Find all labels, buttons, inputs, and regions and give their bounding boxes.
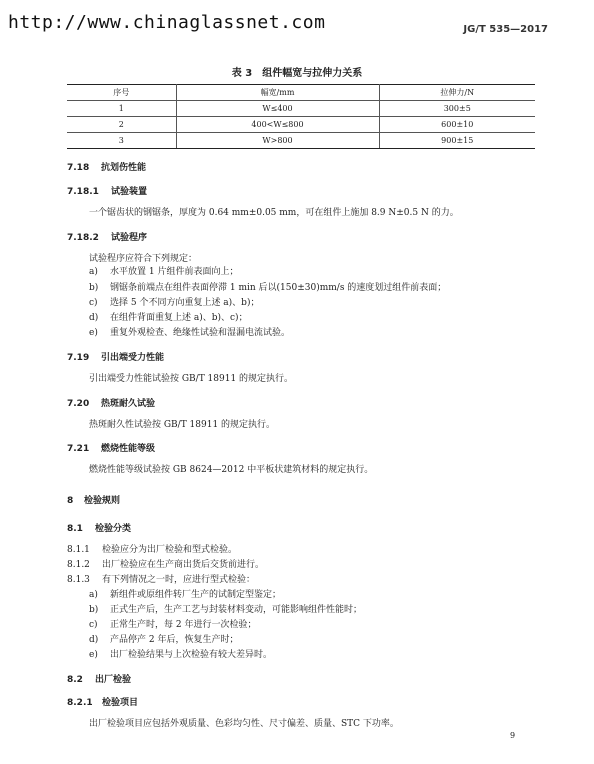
column-header-width: 幅宽/mm bbox=[176, 85, 379, 101]
cell-width: W≤400 bbox=[176, 101, 379, 117]
clause-8-1-1: 8.1.1 检验应分为出厂检验和型式检验。 bbox=[67, 545, 238, 555]
section-heading-8-1: 8.1 检验分类 bbox=[67, 524, 132, 534]
cell-seq: 2 bbox=[67, 117, 176, 133]
table-row bbox=[67, 117, 535, 133]
cell-force: 300±5 bbox=[379, 101, 535, 117]
table-row bbox=[67, 133, 535, 149]
table-3 bbox=[67, 84, 535, 149]
section-heading-7-20: 7.20 热斑耐久试验 bbox=[67, 399, 156, 409]
section-heading-8-2-1: 8.2.1 检验项目 bbox=[67, 698, 139, 708]
section-heading-7-18-2: 7.18.2 试验程序 bbox=[67, 233, 148, 243]
paragraph-8-2-1: 出厂检验项目应包括外观质量、色彩均匀性、尺寸偏差、质量、STC 下功率。 bbox=[89, 719, 399, 729]
paragraph-7-18-2-intro: 试验程序应符合下列规定： bbox=[89, 254, 198, 264]
paragraph-7-19: 引出端受力性能试验按 GB/T 18911 的规定执行。 bbox=[89, 374, 294, 384]
section-heading-7-19: 7.19 引出端受力性能 bbox=[67, 353, 165, 363]
paragraph-7-21: 燃烧性能等级试验按 GB 8624—2012 中平板状建筑材料的规定执行。 bbox=[89, 465, 374, 475]
cell-width: 400<W≤800 bbox=[176, 117, 379, 133]
clause-8-1-3: 8.1.3 有下列情况之一时，应进行型式检验： bbox=[67, 575, 256, 585]
cell-seq: 3 bbox=[67, 133, 176, 149]
watermark-url: http://www.chinaglassnet.com bbox=[8, 12, 326, 33]
section-heading-8-2: 8.2 出厂检验 bbox=[67, 675, 132, 685]
page-number: 9 bbox=[510, 731, 516, 740]
clause-8-1-2: 8.1.2 出厂检验应在生产商出货后交货前进行。 bbox=[67, 560, 265, 570]
section-heading-7-21: 7.21 燃烧性能等级 bbox=[67, 444, 156, 454]
section-heading-7-18-1: 7.18.1 试验装置 bbox=[67, 187, 148, 197]
section-heading-7-18: 7.18 抗划伤性能 bbox=[67, 163, 147, 173]
paragraph-7-18-1: 一个锯齿状的钢锯条，厚度为 0.64 mm±0.05 mm，可在组件上施加 8.9 N±0.5 N 的力。 bbox=[89, 208, 459, 218]
table-3-title: 表 3 组件幅宽与拉伸力关系 bbox=[231, 68, 363, 79]
cell-force: 600±10 bbox=[379, 117, 535, 133]
column-header-force: 拉伸力/N bbox=[379, 85, 535, 101]
cell-width: W>800 bbox=[176, 133, 379, 149]
paragraph-7-20: 热斑耐久性试验按 GB/T 18911 的规定执行。 bbox=[89, 420, 276, 430]
table-row bbox=[67, 101, 535, 117]
cell-force: 900±15 bbox=[379, 133, 535, 149]
standard-number: JG/T 535—2017 bbox=[463, 24, 548, 35]
section-heading-8: 8 检验规则 bbox=[67, 496, 121, 506]
column-header-seq: 序号 bbox=[67, 85, 176, 101]
cell-seq: 1 bbox=[67, 101, 176, 117]
table-header-row bbox=[67, 85, 535, 101]
